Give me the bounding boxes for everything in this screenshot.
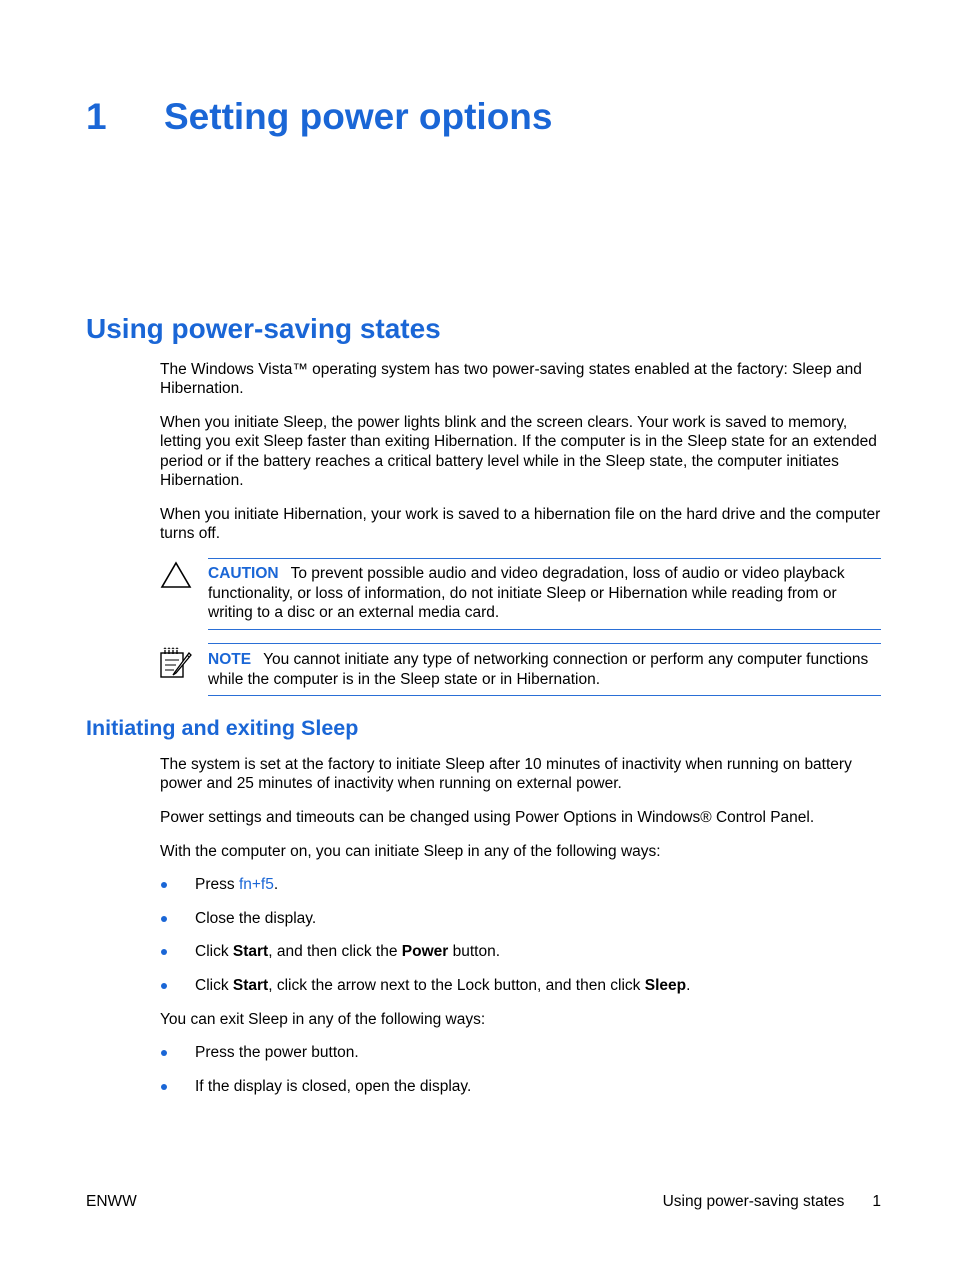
bullet-icon — [161, 882, 167, 888]
bullet-icon — [161, 1084, 167, 1090]
list-item-text: button. — [448, 943, 501, 960]
ui-term: Sleep — [644, 977, 687, 994]
caution-text — [208, 564, 884, 623]
list-item-text: , click the arrow next to the Lock button, and then click — [268, 977, 645, 994]
paragraph: When you initiate Sleep, the power lights blink and the screen clears. Your work is saved to memory, letting you exit Sleep faster than exiting Hibernation. If the computer is in the Sleep state for an extended period or if the battery reaches a critical battery level while in the Sleep state, the computer initiates Hibernation. — [160, 414, 877, 490]
caution-triangle-icon — [160, 561, 192, 589]
list-item-text: Close the display. — [195, 910, 317, 927]
list-item-text: . — [686, 977, 691, 994]
paragraph: The Windows Vista™ operating system has two power-saving states enabled at the factory: Sleep and Hibernation. — [160, 361, 862, 398]
note-top-rule — [208, 643, 881, 644]
paragraph: With the computer on, you can initiate Sleep in any of the following ways: — [160, 843, 661, 860]
bullet-icon — [161, 983, 167, 989]
section-title: Using power-saving states — [86, 313, 441, 344]
chapter-number: 1 — [86, 96, 107, 137]
subsection-title: Initiating and exiting Sleep — [86, 716, 359, 740]
paragraph: Power settings and timeouts can be changed using Power Options in Windows® Control Panel. — [160, 809, 815, 826]
footer-left: ENWW — [86, 1193, 137, 1210]
list-item-text: Click — [195, 977, 233, 994]
paragraph: When you initiate Hibernation, your work is saved to a hibernation file on the hard drive and the computer turns off. — [160, 506, 881, 543]
caution-body: To prevent possible audio and video degradation, loss of audio or video playback functionality, or loss of information, do not initiate Sleep or Hibernation while reading from or writing to a disc or an external media card. — [208, 565, 845, 622]
list-item-text: Click — [195, 943, 233, 960]
list-item-text: , and then click the — [268, 943, 402, 960]
bullet-icon — [161, 949, 167, 955]
footer-right — [663, 1193, 881, 1211]
caution-label: CAUTION — [208, 565, 279, 582]
caution-bottom-rule — [208, 629, 881, 630]
note-text — [208, 650, 884, 689]
bullet-icon — [161, 916, 167, 922]
ui-term: Start — [232, 943, 269, 960]
list-item-text: . — [273, 876, 279, 893]
note-bottom-rule — [208, 695, 881, 696]
note-body: You cannot initiate any type of networking connection or perform any computer functions while the computer is in the Sleep state or in Hibernation. — [208, 651, 869, 688]
note-pad-icon — [158, 645, 194, 681]
ui-term: Start — [232, 977, 269, 994]
note-label: NOTE — [208, 651, 252, 668]
footer-section: Using power-saving states — [662, 1193, 845, 1210]
key-combo-link[interactable]: fn+f5 — [238, 876, 274, 893]
ui-term: Power — [401, 943, 449, 960]
page-number: 1 — [872, 1193, 881, 1210]
list-item-text: Press — [195, 876, 239, 893]
caution-top-rule — [208, 558, 881, 559]
list-item-text: Press the power button. — [195, 1044, 359, 1061]
bullet-icon — [161, 1050, 167, 1056]
paragraph: The system is set at the factory to initiate Sleep after 10 minutes of inactivity when running on battery power and 25 minutes of inactivity when running on external power. — [160, 756, 852, 793]
list-item-text: If the display is closed, open the display. — [195, 1078, 472, 1095]
chapter-heading — [86, 96, 552, 138]
chapter-title: Setting power options — [164, 96, 553, 137]
paragraph: You can exit Sleep in any of the following ways: — [160, 1011, 486, 1028]
